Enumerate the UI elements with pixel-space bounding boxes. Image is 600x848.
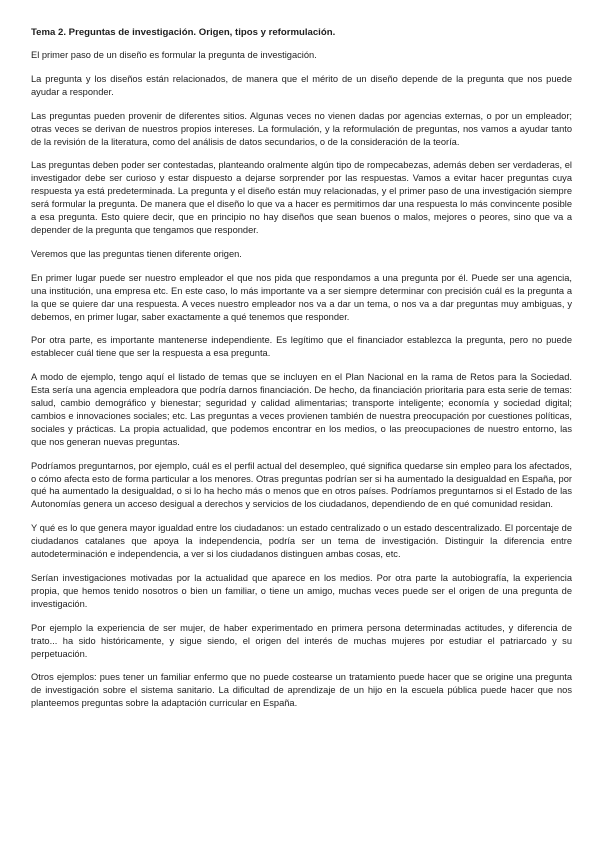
document-title: Tema 2. Preguntas de investigación. Origen, tipos y reformulación. <box>31 27 336 38</box>
paragraph-5: Veremos que las preguntas tienen diferente origen. <box>31 248 242 259</box>
paragraph-13: Otros ejemplos: pues tener un familiar enfermo que no puede costearse un tratamiento puede hacer que se origine una pregunta de investigación sobre el sistema sanitario. La dificultad de aprendizaje de un hijo en la escuela pública puede hacer que nos planteemos preguntas sobre la adaptación curricular en España. <box>31 672 572 709</box>
paragraph-2: La pregunta y los diseños están relacionados, de manera que el mérito de un diseño depende de la pregunta que nos puede ayudar a responder. <box>31 73 572 97</box>
document-page <box>31 26 572 721</box>
paragraph-6: En primer lugar puede ser nuestro empleador el que nos pida que respondamos a una pregunta por él. Puede ser una agencia, una institución, una empresa etc. En este caso, lo más importante va a ser siempre determinar con precisión cuál es la pregunta a la que se quiere dar una respuesta. A veces nuestro empleador nos va a dar un tema, o nos va a dar preguntas muy ambiguas, y debemos, en primer lugar, saber exactamente a qué tenemos que responder. <box>31 272 572 322</box>
paragraph-3: Las preguntas pueden provenir de diferentes sitios. Algunas veces no vienen dadas por agencias externas, o por un empleador; otras veces se derivan de nuestros propios intereses. La formulación, y la reformulación de preguntas, nos vamos a ayudar tanto de la revisión de la literatura, como del análisis de datos secundarios, o de la consideración de la teoría. <box>31 110 572 147</box>
paragraph-7: Por otra parte, es importante mantenerse independiente. Es legítimo que el financiador establezca la pregunta, pero no puede establecer cuál tiene que ser la respuesta a esa pregunta. <box>31 335 572 359</box>
paragraph-1: El primer paso de un diseño es formular la pregunta de investigación. <box>31 50 317 60</box>
paragraph-10: Y qué es lo que genera mayor igualdad entre los ciudadanos: un estado centralizado o un estado descentralizado. El porcentaje de ciudadanos catalanes que apoya la independencia, podría ser un tema de investigación. Distinguir la diferencia entre autodeterminación e independencia, a ver si los ciudadanos distinguen ambas cosas, etc. <box>31 523 572 560</box>
paragraph-11: Serían investigaciones motivadas por la actualidad que aparece en los medios. Por otra parte la autobiografía, la experiencia propia, que hemos tenido nosotros o bien un familiar, o tiene un amigo, muchas veces puede ser el origen de una pregunta de investigación. <box>31 573 572 609</box>
paragraph-4: Las preguntas deben poder ser contestadas, planteando oralmente algún tipo de rompecabezas, además deben ser verdaderas, el investigador debe ser curioso y estar dispuesto a dejarse sorprender por las respuestas. Vamos a evitar hacer preguntas cuya respuesta ya está predeterminada. La pregunta y el diseño están muy relacionadas, y el primer paso de una investigación siempre será formular la pregunta. De manera que el diseño lo que va a hacer es permitirnos dar una respuesta lo más convincente posible a esa pregunta. Esto quiere decir, que en principio no hay diseños que sean buenos o malos, mejores o peores, sino que va a depender de la pregunta que tengamos que responder. <box>31 160 572 235</box>
paragraph-8: A modo de ejemplo, tengo aquí el listado de temas que se incluyen en el Plan Nacional en la rama de Retos para la Sociedad. Esta sería una agencia empleadora que podría darnos financiación. De hecho, da financiación prioritaria para esta serie de temas: salud, cambio demográfico y bienestar; seguridad y calidad alimentarias; transporte inteligente; economía y sociedad digital; cambios e innovaciones sociales; etc. Las preguntas a veces provienen también de nuestra preocupación por cuestiones políticas, sociales y prácticas. La propia actualidad, que podemos encontrar en los medios, o las preocupaciones de nuestro entorno, las que nos generan nuevas preguntas. <box>31 372 572 447</box>
paragraph-9: Podríamos preguntarnos, por ejemplo, cuál es el perfil actual del desempleo, qué significa quedarse sin empleo para los afectados, o cómo afecta esto de forma particular a los menores. Otras preguntas podrían ser si ha aumentado la desigualdad en España, por qué ha aumentado la desigualdad, o si lo ha hecho más o menos que en otros países. Podríamos preguntarnos si el Estado de las Autonomías genera un acceso desigual a derechos y servicios de los ciudadanos, dependiendo de en qué comunidad residan. <box>31 460 572 510</box>
paragraph-12: Por ejemplo la experiencia de ser mujer, de haber experimentado en primera persona determinadas actitudes, y diferencia de trato... ha sido históricamente, y sigue siendo, el origen del interés de muchas mujeres por estudiar el patriarcado y su perpetuación. <box>31 622 572 659</box>
